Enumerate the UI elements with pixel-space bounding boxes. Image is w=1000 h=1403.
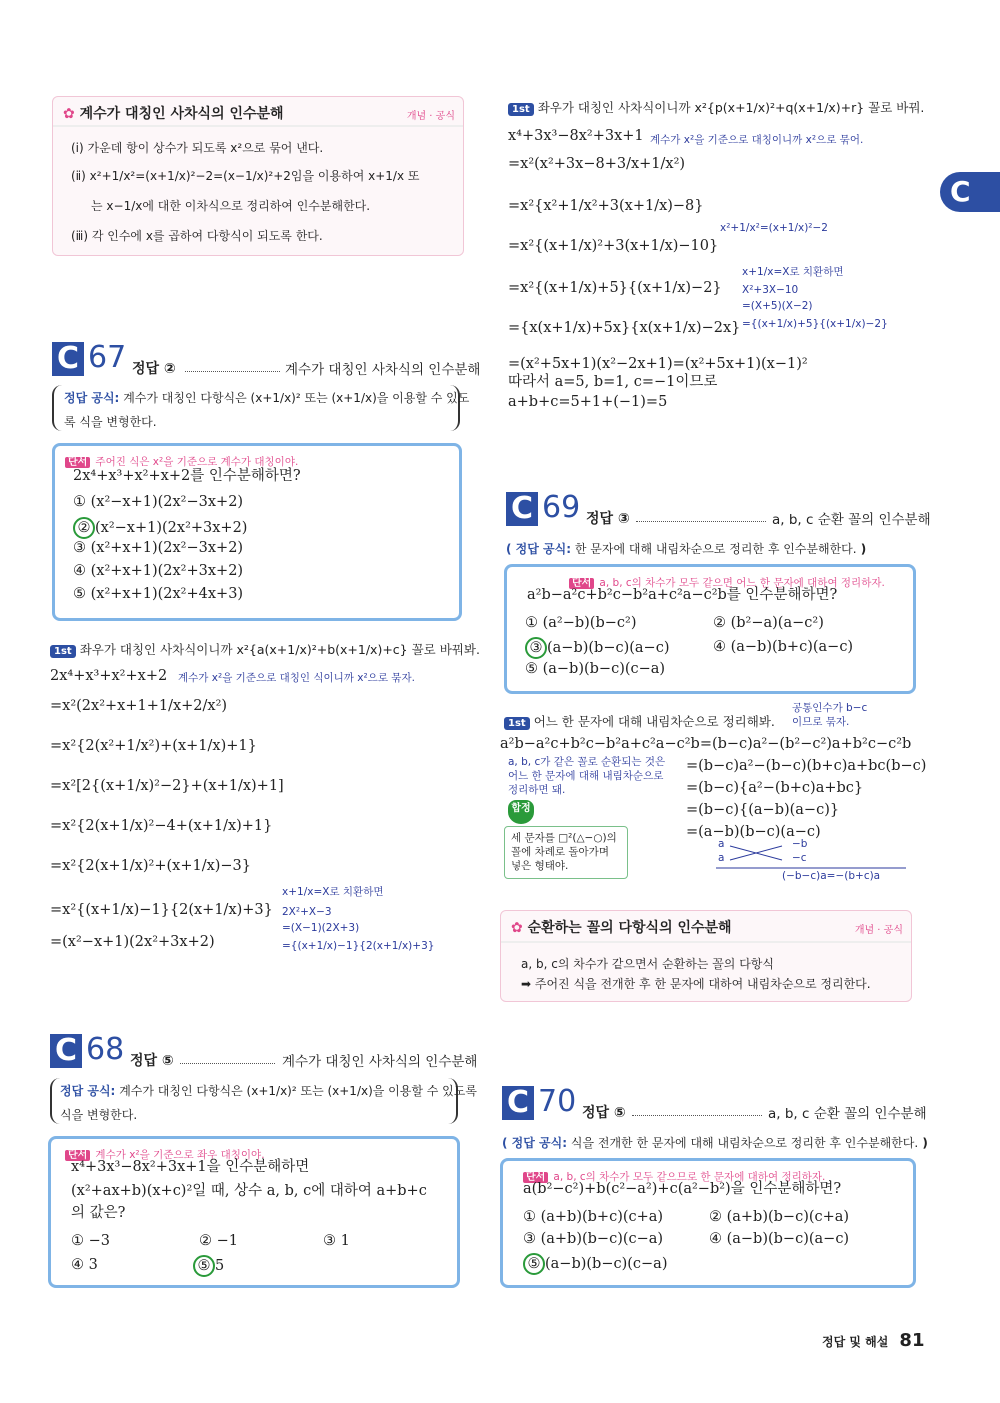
cyclic-note: a, b, c가 같은 꼴로 순환되는 것은 xyxy=(508,756,666,768)
problem-number: 69 xyxy=(542,490,581,525)
concept-line-1: a, b, c의 차수가 같으면서 순환하는 꼴의 다항식 xyxy=(521,957,774,971)
answer-label: 정답 ③ xyxy=(586,511,630,527)
solution-line-2: =(b−c){a²−(b+c)a+bc} xyxy=(686,780,864,796)
substitution-note: x+1/x=X로 치환하면 xyxy=(742,266,844,278)
chapter-tab-letter: C xyxy=(950,175,971,208)
solution-line-7: 따라서 a=5, b=1, c=−1이므로 xyxy=(508,374,718,390)
solution-line-1: =(b−c)a²−(b−c)(b+c)a+bc(b−c) xyxy=(686,758,927,774)
answer-label: 정답 ② xyxy=(132,361,176,377)
hint-line: 단서 계수가 x²을 기준으로 좌우 대칭이야. xyxy=(65,1143,265,1162)
concept-line-2: ➡ 주어진 식을 전개한 후 한 문자에 대하여 내림차순으로 정리한다. xyxy=(521,977,871,991)
choice-2[interactable]: ② (a+b)(b−c)(c+a) xyxy=(709,1209,850,1225)
problem-badge: C xyxy=(52,342,84,376)
identity-note: x²+1/x²=(x+1/x)²−2 xyxy=(720,222,828,234)
solution-line-6: =(x²+5x+1)(x²−2x+1)=(x²+5x+1)(x−1)² xyxy=(508,356,808,372)
formula-line: ( 정답 공식: 한 문자에 대해 내림차순으로 정리한 후 인수분해한다. ) xyxy=(506,542,867,556)
hint-line: 단서 a, b, c의 차수가 모두 같으면 어느 한 문자에 대하여 정리하자. xyxy=(569,571,885,590)
solution-line-4: =x²{2(x+1/x)²−4+(x+1/x)+1} xyxy=(50,818,273,834)
trap-note-box: 세 문자를 □²(△−○)의 꼴에 차례로 돌아가며 넣은 형태야. xyxy=(504,826,628,879)
question-text: a(b²−c²)+b(c²−a²)+c(a²−b²)을 인수분해하면? xyxy=(523,1181,842,1197)
substitution-note: x+1/x=X로 치환하면 xyxy=(282,886,384,898)
choice-3[interactable]: ③ (a−b)(b−c)(a−c) xyxy=(525,637,670,659)
solution-note: 계수가 x²을 기준으로 대칭이니까 x²으로 묶어. xyxy=(650,134,864,146)
formula-line-1: 정답 공식: 계수가 대칭인 다항식은 (x+1/x)² 또는 (x+1/x)을 이용할 수 있도 xyxy=(64,391,470,405)
cross-multiplication: a −b a −c (−b−c)a=−(b+c)a xyxy=(716,838,906,884)
formula-line-2: 식을 변형한다. xyxy=(60,1108,138,1122)
solution-line-1: =x²(x²+3x−8+3/x+1/x²) xyxy=(508,156,686,172)
trap-icon: 합정 xyxy=(508,800,534,824)
formula-line-2: 록 식을 변형한다. xyxy=(64,415,157,429)
hint-line: 단서 주어진 식은 x²을 기준으로 계수가 대칭이야. xyxy=(65,450,298,469)
answer-circle: ⑤ xyxy=(523,1253,545,1275)
solution-line-0: x⁴+3x³−8x²+3x+1 xyxy=(508,128,644,144)
problem-badge: C xyxy=(502,1086,534,1120)
solution-step-tip: 1st 좌우가 대칭인 사차식이니까 x²{p(x+1/x)²+q(x+1/x)+r} 꼴로 바꿔. xyxy=(508,98,924,116)
page-number: 81 xyxy=(899,1330,925,1351)
question-text: 2x⁴+x³+x²+x+2를 인수분해하면? xyxy=(73,468,301,484)
answer-label: 정답 ⑤ xyxy=(130,1053,174,1069)
divider xyxy=(53,125,463,127)
choice-1[interactable]: ① (a+b)(b+c)(c+a) xyxy=(523,1209,664,1225)
question-box xyxy=(504,564,916,694)
solution-line-4: =(a−b)(b−c)(a−c) xyxy=(686,824,821,840)
flower-icon: ✿ xyxy=(511,920,523,936)
leader-dots xyxy=(632,1114,762,1116)
choice-1[interactable]: ① −3 xyxy=(71,1233,110,1249)
problem-number: 67 xyxy=(88,340,127,375)
formula-line: ( 정답 공식: 식을 전개한 한 문자에 대해 내림차순으로 정리한 후 인수분해한다. ) xyxy=(502,1136,928,1150)
leader-dots xyxy=(180,1062,275,1064)
concept-box-title: ✿ 계수가 대칭인 사차식의 인수분해 xyxy=(63,106,284,122)
concept-badge: 개념 · 공식 xyxy=(406,111,455,122)
question-box xyxy=(500,1158,916,1288)
solution-line-7: =(x²−x+1)(2x²+3x+2) xyxy=(50,934,215,950)
choice-3[interactable]: ③ 1 xyxy=(323,1233,350,1249)
concept-box-title: ✿ 순환하는 꼴의 다항식의 인수분해 xyxy=(511,920,732,936)
concept-line-2: (ⅱ) x²+1/x²=(x+1/x)²−2=(x−1/x)²+2임을 이용하여 x+1/x 또 xyxy=(71,169,420,183)
substitution-note: =(X−1)(2X+3) xyxy=(282,922,360,934)
solution-line-3: =x²[2{(x+1/x)²−2}+(x+1/x)+1] xyxy=(50,778,284,794)
cyclic-note: 정리하면 돼. xyxy=(508,784,566,796)
choice-2[interactable]: ② (b²−a)(a−c²) xyxy=(713,615,824,631)
concept-box-symmetric xyxy=(52,96,464,256)
choice-4[interactable]: ④ (x²+x+1)(2x²+3x+2) xyxy=(73,563,244,579)
substitution-note: ={(x+1/x)+5}{(x+1/x)−2} xyxy=(742,318,888,330)
substitution-note: =(X+5)(X−2) xyxy=(742,300,813,312)
formula-box xyxy=(50,1078,477,1124)
problem-badge: C xyxy=(506,492,538,526)
solution-step-tip: 1st 좌우가 대칭인 사차식이니까 x²{a(x+1/x)²+b(x+1/x)+c} 꼴로 바꿔봐. xyxy=(50,640,480,658)
substitution-note: 2X²+X−3 xyxy=(282,906,332,918)
leader-dots xyxy=(636,520,766,522)
question-line-1: x⁴+3x³−8x²+3x+1을 인수분해하면 xyxy=(71,1159,310,1175)
solution-line-6: =x²{(x+1/x)−1}{2(x+1/x)+3} xyxy=(50,902,273,918)
formula-box xyxy=(52,385,470,431)
solution-line-8: a+b+c=5+1+(−1)=5 xyxy=(508,394,668,410)
answer-circle: ② xyxy=(73,517,95,539)
question-line-2: (x²+ax+b)(x+c)²일 때, 상수 a, b, c에 대하여 a+b+c xyxy=(71,1183,427,1199)
question-box xyxy=(48,1136,460,1288)
page-footer xyxy=(822,1330,924,1351)
choice-2[interactable]: ② −1 xyxy=(199,1233,238,1249)
problem-badge: C xyxy=(50,1034,82,1068)
solution-line-3: =x²{(x+1/x)²+3(x+1/x)−10} xyxy=(508,238,719,254)
choice-5[interactable]: ⑤ (a−b)(b−c)(c−a) xyxy=(523,1253,668,1275)
solution-step-tip: 1st 어느 한 문자에 대해 내림차순으로 정리해봐. xyxy=(504,712,775,730)
choice-5[interactable]: ⑤ (a−b)(b−c)(c−a) xyxy=(525,661,666,677)
cyclic-note: 어느 한 문자에 대해 내림차순으로 xyxy=(508,770,664,782)
concept-line-3: 는 x−1/x에 대한 이차식으로 정리하여 인수분해한다. xyxy=(91,199,371,213)
solution-line-5: =x²{2(x+1/x)²+(x+1/x)−3} xyxy=(50,858,252,874)
solution-line-3: =(b−c){(a−b)(a−c)} xyxy=(686,802,840,818)
choice-4[interactable]: ④ 3 xyxy=(71,1257,98,1273)
solution-note: 계수가 x²을 기준으로 대칭인 식이니까 x²으로 묶자. xyxy=(178,672,415,684)
choice-3[interactable]: ③ (a+b)(b−c)(c−a) xyxy=(523,1231,664,1247)
problem-number: 68 xyxy=(86,1032,125,1067)
problem-topic: a, b, c 순환 꼴의 인수분해 xyxy=(768,1106,927,1122)
solution-line-0: a²b−a²c+b²c−b²a+c²a−c²b=(b−c)a²−(b²−c²)a+b²c−c²b xyxy=(500,736,912,752)
leader-dots xyxy=(185,370,280,372)
choice-3[interactable]: ③ (x²+x+1)(2x²−3x+2) xyxy=(73,540,244,556)
choice-4[interactable]: ④ (a−b)(b−c)(a−c) xyxy=(709,1231,850,1247)
divider xyxy=(501,941,911,943)
hint-line: 단서 a, b, c의 차수가 모두 같으므로 한 문자에 대하여 정리하자. xyxy=(523,1165,825,1184)
formula-line-1: 정답 공식: 계수가 대칭인 다항식은 (x+1/x)² 또는 (x+1/x)을 이용할 수 있도록 xyxy=(60,1084,477,1098)
solution-line-2: =x²{x²+1/x²+3(x+1/x)−8} xyxy=(508,198,704,214)
choice-1[interactable]: ① (a²−b)(b−c²) xyxy=(525,615,637,631)
choice-5[interactable]: ⑤ 5 xyxy=(193,1255,224,1277)
flower-icon: ✿ xyxy=(63,106,75,122)
problem-topic: 계수가 대칭인 사차식의 인수분해 xyxy=(282,1054,478,1070)
substitution-note: X²+3X−10 xyxy=(742,284,799,296)
choice-2[interactable]: ② (x²−x+1)(2x²+3x+2) xyxy=(73,517,247,539)
concept-badge: 개념 · 공식 xyxy=(854,925,903,936)
concept-line-4: (ⅲ) 각 인수에 x를 곱하여 다항식이 되도록 한다. xyxy=(71,229,323,243)
common-factor-note: 이므로 묶자. xyxy=(792,716,850,728)
concept-line-1: (ⅰ) 가운데 항이 상수가 되도록 x²으로 묶어 낸다. xyxy=(71,141,324,155)
question-box xyxy=(52,443,462,621)
problem-number: 70 xyxy=(538,1084,577,1119)
problem-topic: 계수가 대칭인 사차식의 인수분해 xyxy=(285,362,481,378)
answer-label: 정답 ⑤ xyxy=(582,1105,626,1121)
common-factor-note: 공통인수가 b−c xyxy=(792,702,868,714)
question-line-3: 의 값은? xyxy=(71,1205,126,1221)
footer-label: 정답 및 해설 xyxy=(822,1335,889,1349)
answer-circle: ⑤ xyxy=(193,1255,215,1277)
concept-box-cyclic xyxy=(500,910,912,1002)
solution-line-1: =x²(2x²+x+1+1/x+2/x²) xyxy=(50,698,228,714)
substitution-note: ={(x+1/x)−1}{2(x+1/x)+3} xyxy=(282,940,435,952)
choice-5[interactable]: ⑤ (x²+x+1)(2x²+4x+3) xyxy=(73,586,244,602)
solution-line-2: =x²{2(x²+1/x²)+(x+1/x)+1} xyxy=(50,738,257,754)
solution-line-4: =x²{(x+1/x)+5}{(x+1/x)−2} xyxy=(508,280,722,296)
solution-line-5: ={x(x+1/x)+5x}{x(x+1/x)−2x} xyxy=(508,320,741,336)
problem-topic: a, b, c 순환 꼴의 인수분해 xyxy=(772,512,931,528)
choice-4[interactable]: ④ (a−b)(b+c)(a−c) xyxy=(713,639,854,655)
answer-circle: ③ xyxy=(525,637,547,659)
choice-1[interactable]: ① (x²−x+1)(2x²−3x+2) xyxy=(73,494,244,510)
chapter-tab xyxy=(940,172,1000,212)
solution-line-0: 2x⁴+x³+x²+x+2 xyxy=(50,668,168,684)
question-text: a²b−a²c+b²c−b²a+c²a−c²b를 인수분해하면? xyxy=(527,587,838,603)
